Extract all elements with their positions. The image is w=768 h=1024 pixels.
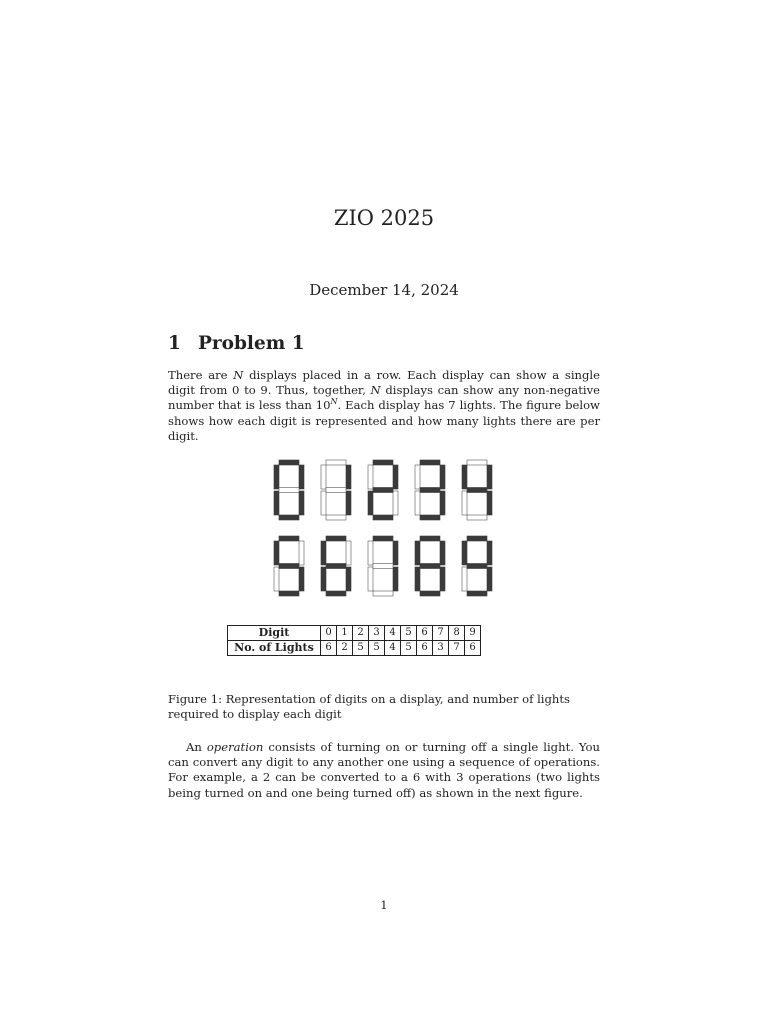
segment-c-on	[440, 567, 445, 591]
section-title: Problem 1	[198, 333, 305, 354]
segment-g-off	[373, 564, 393, 569]
segment-f-off	[368, 541, 373, 565]
table-cell-lights: 5	[401, 641, 417, 656]
segment-d-off	[467, 515, 487, 520]
seven-segment-digit-4	[462, 460, 492, 520]
table-cell-digit: 0	[321, 626, 337, 641]
segment-d-on	[420, 515, 440, 520]
section-number: 1	[168, 333, 181, 354]
segment-a-on	[279, 536, 299, 541]
segment-c-on	[487, 567, 492, 591]
segment-e-off	[274, 567, 279, 591]
segment-c-on	[346, 567, 351, 591]
segment-a-on	[326, 536, 346, 541]
intro-var-n-2: N	[370, 383, 381, 398]
segment-a-on	[467, 536, 487, 541]
segment-b-on	[487, 465, 492, 489]
segment-d-on	[279, 591, 299, 596]
segment-g-on	[467, 488, 487, 493]
table-cell-digit: 9	[465, 626, 481, 641]
table-cell-digit: 4	[385, 626, 401, 641]
para2-text-1: An	[186, 740, 207, 754]
segment-e-on	[321, 567, 326, 591]
segment-e-on	[368, 491, 373, 515]
segment-f-off	[415, 465, 420, 489]
segment-c-on	[440, 491, 445, 515]
segment-a-on	[373, 460, 393, 465]
intro-text-2: displays placed in a row. Each display can show a single digit from 0 to 9. Thus, together,	[168, 368, 600, 398]
segment-d-on	[467, 591, 487, 596]
lights-table	[227, 625, 481, 656]
intro-exponent: N	[330, 397, 338, 407]
para2-emphasis: operation	[206, 740, 264, 754]
table-cell-lights: 5	[369, 641, 385, 656]
segment-e-off	[462, 491, 467, 515]
segment-b-on	[440, 541, 445, 565]
segment-b-on	[393, 465, 398, 489]
segment-f-on	[462, 465, 467, 489]
segment-g-on	[326, 564, 346, 569]
segment-b-off	[346, 541, 351, 565]
segment-d-off	[326, 515, 346, 520]
seven-segment-digit-2	[368, 460, 398, 520]
segment-g-on	[279, 564, 299, 569]
intro-text-4: . Each display has 7 lights. The figure below shows how each digit is represented and how many lights there are per digit.	[168, 398, 600, 443]
segment-b-on	[440, 465, 445, 489]
segment-d-on	[420, 591, 440, 596]
segment-g-off	[326, 488, 346, 493]
segment-e-off	[368, 567, 373, 591]
segment-b-on	[393, 541, 398, 565]
table-cell-lights: 6	[417, 641, 433, 656]
segment-g-on	[373, 488, 393, 493]
seven-segment-digit-5	[274, 536, 304, 596]
table-cell-digit: 8	[449, 626, 465, 641]
segment-f-off	[368, 465, 373, 489]
segment-f-off	[321, 465, 326, 489]
segment-d-on	[279, 515, 299, 520]
table-cell-digit: 3	[369, 626, 385, 641]
segment-c-on	[487, 491, 492, 515]
intro-paragraph	[168, 368, 600, 444]
segment-c-on	[299, 491, 304, 515]
segment-c-on	[346, 491, 351, 515]
segment-e-on	[274, 491, 279, 515]
segment-g-on	[467, 564, 487, 569]
table-header-digit: Digit	[228, 626, 321, 641]
segment-b-off	[299, 541, 304, 565]
table-cell-digit: 2	[353, 626, 369, 641]
table-cell-lights: 3	[433, 641, 449, 656]
segment-c-on	[393, 567, 398, 591]
segment-a-off	[326, 460, 346, 465]
segment-c-off	[393, 491, 398, 515]
segment-f-on	[274, 541, 279, 565]
seven-segment-figure	[262, 446, 526, 606]
table-header-lights: No. of Lights	[228, 641, 321, 656]
table-cell-digit: 7	[433, 626, 449, 641]
table-cell-digit: 6	[417, 626, 433, 641]
section-heading	[168, 333, 305, 354]
segment-f-on	[274, 465, 279, 489]
segment-e-on	[415, 567, 420, 591]
segment-d-on	[326, 591, 346, 596]
intro-var-n-1: N	[233, 368, 244, 382]
segment-d-on	[373, 515, 393, 520]
segment-a-on	[420, 460, 440, 465]
table-cell-digit: 1	[337, 626, 353, 641]
figure-caption: Figure 1: Representation of digits on a display, and number of lights required to display each digit	[168, 692, 570, 722]
seven-segment-digit-7	[368, 536, 398, 596]
segment-a-on	[279, 460, 299, 465]
segment-f-on	[462, 541, 467, 565]
segment-g-on	[420, 488, 440, 493]
seven-segment-digit-1	[321, 460, 351, 520]
seven-segment-digit-0	[274, 460, 304, 520]
segment-e-off	[462, 567, 467, 591]
page-number: 1	[380, 898, 388, 912]
table-row-digits	[228, 626, 481, 641]
para2-text-2: consists of turning on or turning off a single light. You can convert any digit to any another one using a sequence of operations. For example, a 2 can be converted to a 6 with 3 operations (two lights being turned on and one being turned off) as shown in the next figure.	[168, 740, 600, 800]
seven-segment-digit-6	[321, 536, 351, 596]
table-cell-lights: 7	[449, 641, 465, 656]
segment-e-off	[415, 491, 420, 515]
segment-g-on	[420, 564, 440, 569]
segment-f-on	[321, 541, 326, 565]
table-cell-lights: 2	[337, 641, 353, 656]
seven-segment-digit-3	[415, 460, 445, 520]
segment-a-on	[420, 536, 440, 541]
document-title: ZIO 2025	[333, 206, 435, 230]
segment-d-off	[373, 591, 393, 596]
seven-segment-digit-8	[415, 536, 445, 596]
seven-segment-digits	[262, 446, 526, 606]
seven-segment-digit-9	[462, 536, 492, 596]
table-row-lights	[228, 641, 481, 656]
segment-e-off	[321, 491, 326, 515]
operation-paragraph	[168, 740, 600, 801]
document-date: December 14, 2024	[309, 281, 459, 299]
segment-b-on	[299, 465, 304, 489]
table-cell-lights: 5	[353, 641, 369, 656]
segment-g-off	[279, 488, 299, 493]
table-cell-lights: 4	[385, 641, 401, 656]
segment-a-on	[373, 536, 393, 541]
table-cell-digit: 5	[401, 626, 417, 641]
intro-text-3: displays can show any non-negative number that is less than 10	[168, 383, 600, 413]
segment-f-on	[415, 541, 420, 565]
segment-b-on	[346, 465, 351, 489]
intro-text-1: There are	[168, 368, 234, 382]
table-cell-lights: 6	[321, 641, 337, 656]
segment-c-on	[299, 567, 304, 591]
segment-a-off	[467, 460, 487, 465]
table-cell-lights: 6	[465, 641, 481, 656]
segment-b-on	[487, 541, 492, 565]
